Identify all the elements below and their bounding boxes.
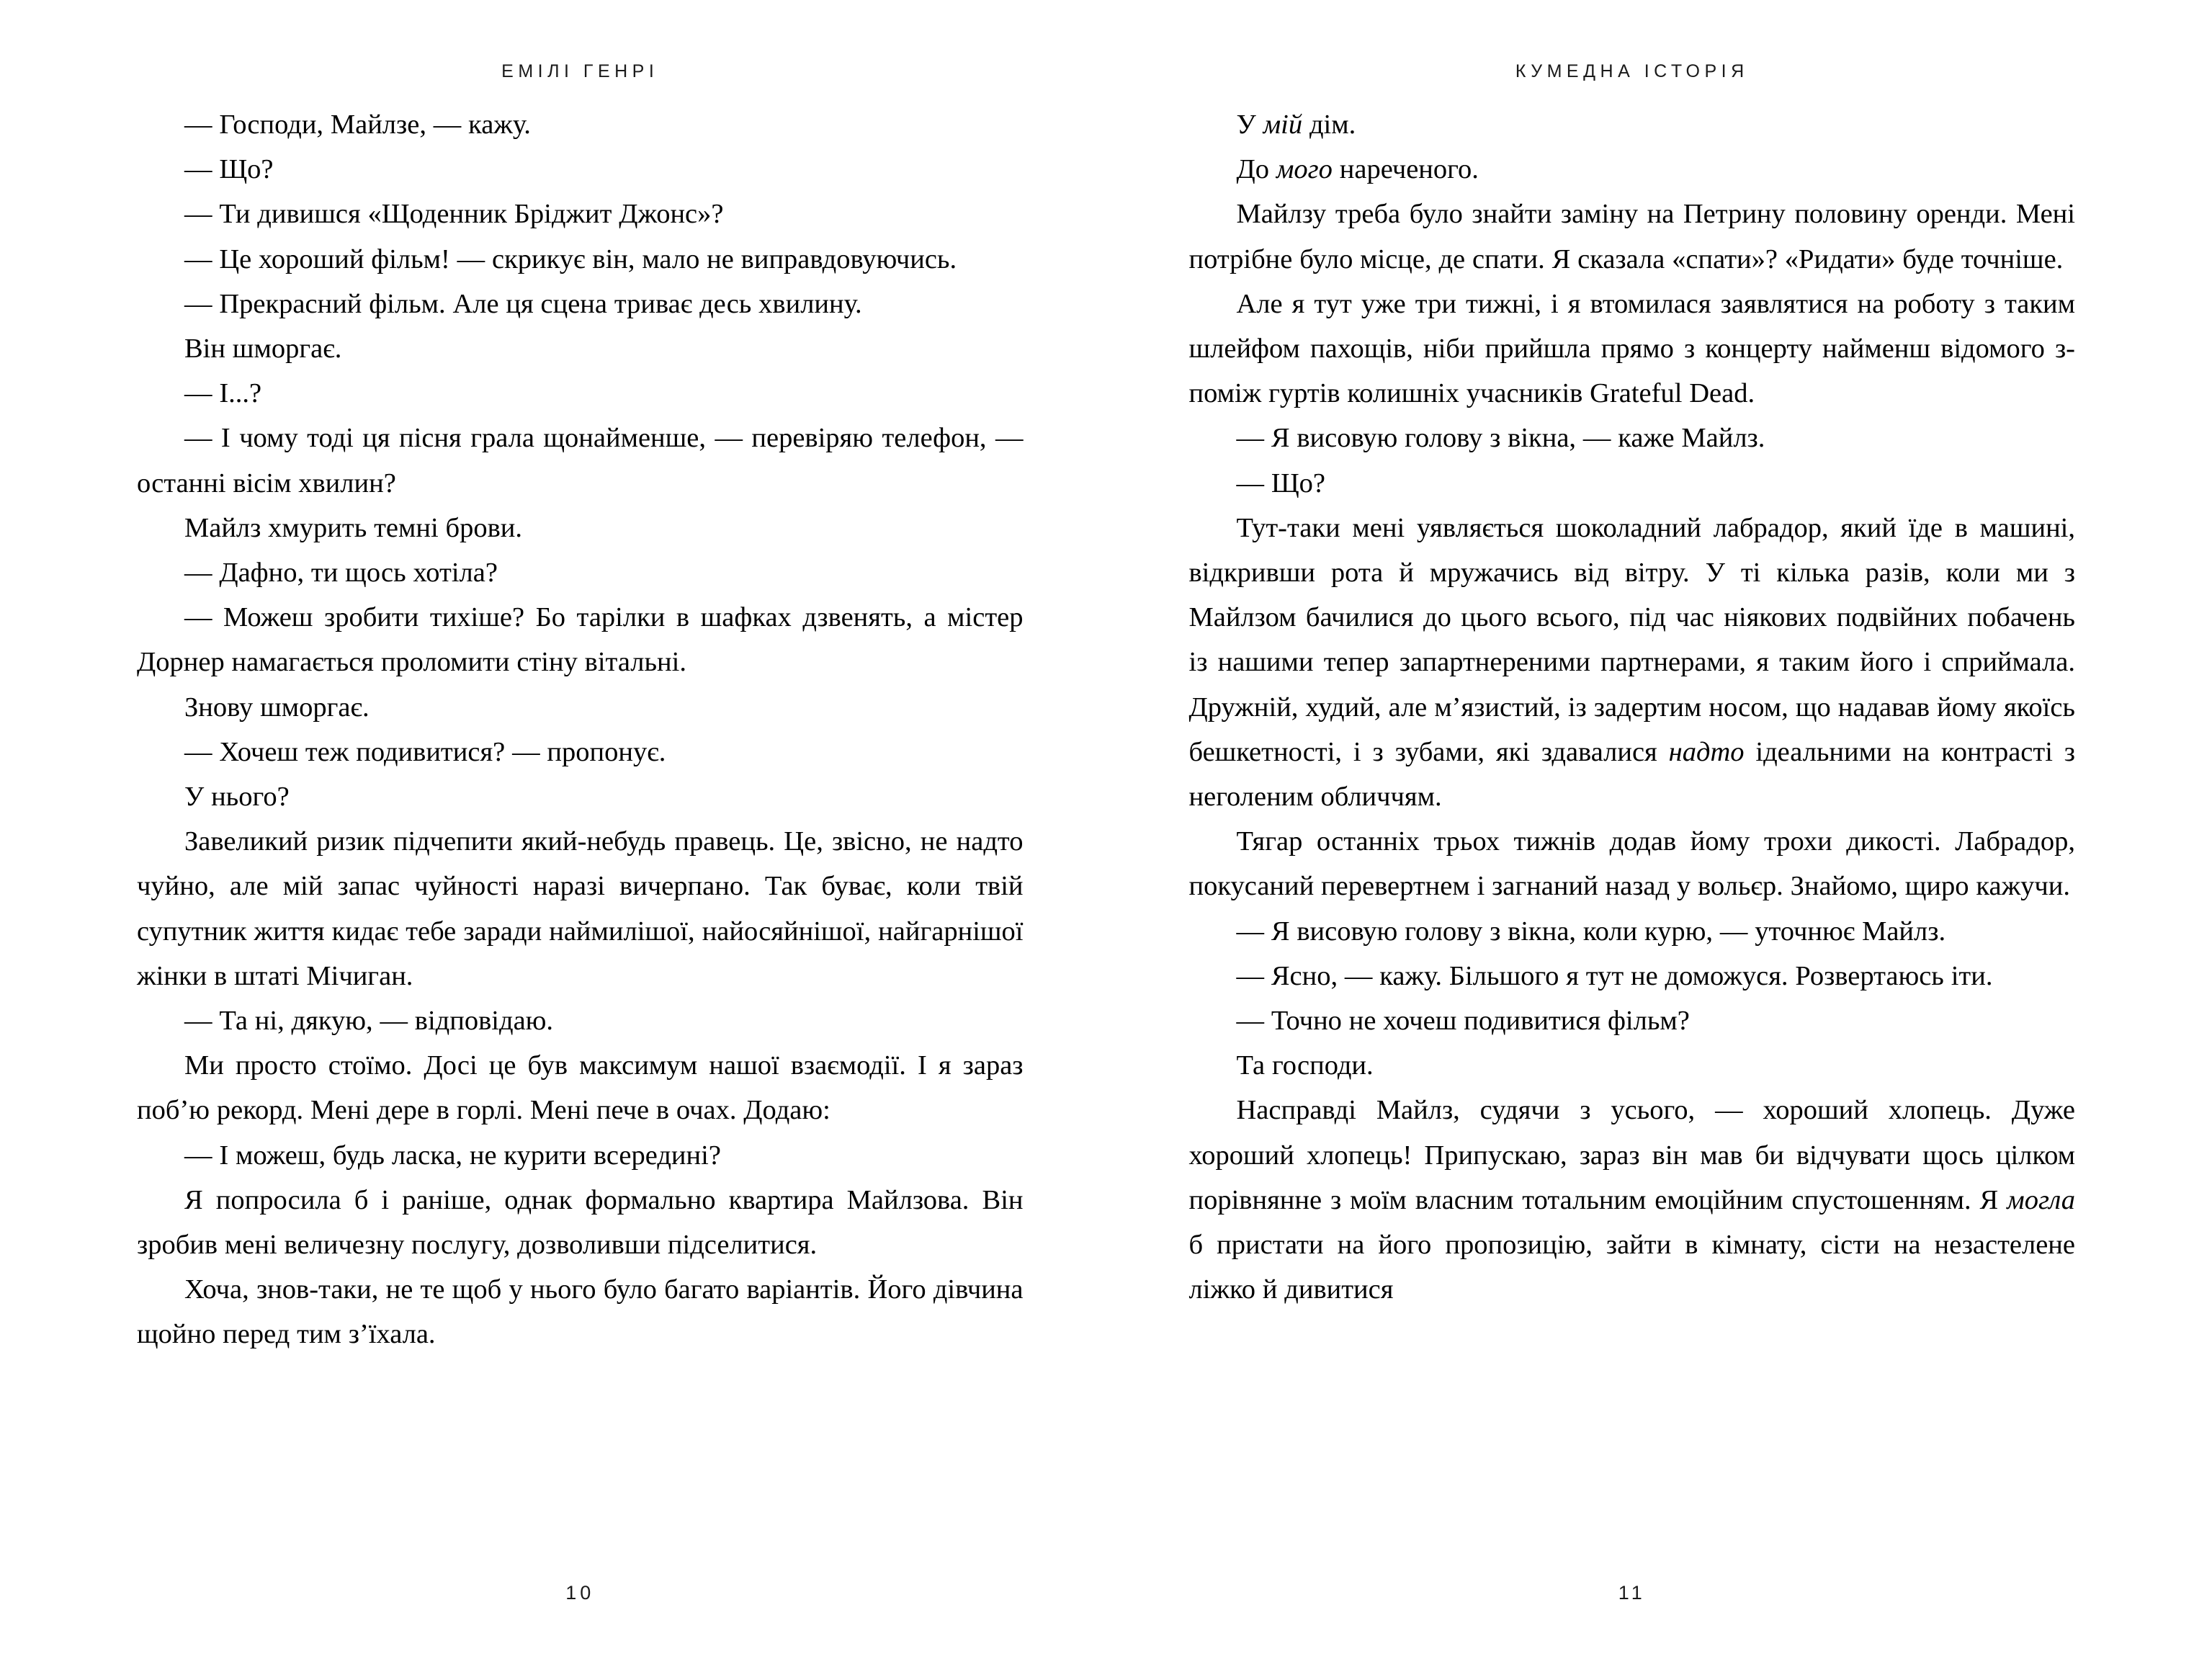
paragraph: — Що? bbox=[1236, 468, 1326, 498]
paragraph: Насправді Майлз, судячи з усього, — хороший хлопець. Дуже хороший хлопець! Припускаю, зараз він мав би відчувати щось цілком порівнянне з моїм власним тотальним емоційним спустошенням. Я могла б пристати на його пропозицію, зайти в кімнату, сісти на незастелене ліжко й дивитися bbox=[1188, 1095, 2075, 1305]
page-number: 10 bbox=[565, 1582, 595, 1604]
page-right bbox=[1106, 0, 2212, 1659]
paragraph: Завеликий ризик підчепити який-небудь правець. Це, звісно, не надто чуйно, але мій запас чуйності наразі вичерпано. Так буває, коли твій супутник життя кидає тебе заради наймилішої, найосяйнішої, найгарнішої жінки в штаті Мічиган. bbox=[137, 826, 1024, 991]
paragraph: — І...? bbox=[184, 378, 262, 409]
body-text-right bbox=[1189, 86, 2076, 1540]
paragraph: Він шморгає. bbox=[184, 334, 342, 365]
running-head-right bbox=[1189, 0, 2076, 86]
paragraph: — Що? bbox=[184, 154, 274, 185]
page-number: 11 bbox=[1618, 1582, 1646, 1604]
folio-right bbox=[1189, 1540, 2076, 1659]
paragraph: — Я висовую голову з вікна, коли курю, — уточнює Майлз. bbox=[1236, 916, 1946, 947]
paragraph: — І можеш, будь ласка, не курити всередині? bbox=[184, 1140, 721, 1171]
paragraph: Тут-таки мені уявляється шоколадний лабрадор, який їде в машині, відкривши рота й мружачись від вітру. У ті кілька разів, коли ми з Майлзом бачилися до цього всього, під час ніякових подвійних побачень із нашими тепер запартнереними партнерами, я таким його і сприймала. Дружній, худий, але м’язистий, із задертим носом, що надавав йому якоїсь бешкетності, і з зубами, які здавалися надто ідеальними на контрасті з неголеним обличчям. bbox=[1188, 512, 2075, 813]
paragraph: Майлзу треба було знайти заміну на Петрину половину оренди. Мені потрібне було місце, де спати. Я сказала «спати»? «Ридати» буде точніше. bbox=[1188, 199, 2075, 274]
paragraph: — Дафно, ти щось хотіла? bbox=[184, 558, 498, 589]
paragraph: До мого нареченого. bbox=[1236, 154, 1479, 185]
body-text-left bbox=[137, 86, 1024, 1540]
running-head-author: ЕМІЛІ ГЕНРІ bbox=[501, 61, 659, 81]
paragraph: Майлз хмурить темні брови. bbox=[184, 512, 522, 543]
paragraph: Але я тут уже три тижні, і я втомилася заявлятися на роботу з таким шлейфом пахощів, ніби прийшла прямо з концерту найменш відомого з-поміж гуртів колишніх учасників Grateful Dead. bbox=[1188, 288, 2075, 409]
paragraph: Знову шморгає. bbox=[184, 692, 370, 723]
paragraph: — Ти дивишся «Щоденник Бріджит Джонс»? bbox=[184, 199, 724, 230]
paragraph: — Господи, Майлзе, — кажу. bbox=[184, 109, 531, 140]
paragraph: — Хочеш теж подивитися? — пропонує. bbox=[184, 736, 666, 767]
running-head-left bbox=[137, 0, 1024, 86]
paragraph: Хоча, знов-таки, не те щоб у нього було багато варіантів. Його дівчина щойно перед тим з’їхала. bbox=[137, 1274, 1024, 1350]
paragraph: — Я висовую голову з вікна, — каже Майлз. bbox=[1236, 423, 1765, 454]
paragraph: — Ясно, — кажу. Більшого я тут не доможуся. Розвертаюсь іти. bbox=[1236, 960, 1993, 991]
paragraph: — Точно не хочеш подивитися фільм? bbox=[1236, 1006, 1690, 1037]
paragraph: Та господи. bbox=[1236, 1050, 1374, 1081]
running-head-title: КУМЕДНА ІСТОРІЯ bbox=[1515, 61, 1749, 81]
paragraph: У мій дім. bbox=[1236, 109, 1356, 140]
paragraph: — Можеш зробити тихіше? Бо тарілки в шафках дзвенять, а містер Дорнер намагається проломити стіну вітальні. bbox=[137, 602, 1024, 678]
paragraph: — І чому тоді ця пісня грала щонайменше, — перевіряю телефон, — останні вісім хвилин? bbox=[137, 423, 1024, 498]
paragraph: Я попросила б і раніше, однак формально квартира Майлзова. Він зробив мені величезну послугу, дозволивши підселитися. bbox=[137, 1184, 1024, 1261]
paragraph: У нього? bbox=[184, 782, 290, 813]
paragraph: Ми просто стоїмо. Досі це був максимум нашої взаємодії. І я зараз поб’ю рекорд. Мені дере в горлі. Мені пече в очах. Додаю: bbox=[137, 1050, 1024, 1126]
paragraph: — Це хороший фільм! — скрикує він, мало не виправдовуючись. bbox=[184, 243, 957, 274]
paragraph: — Прекрасний фільм. Але ця сцена триває десь хвилину. bbox=[184, 288, 862, 319]
folio-left bbox=[137, 1540, 1024, 1659]
paragraph: — Та ні, дякую, — відповідаю. bbox=[184, 1006, 554, 1037]
paragraph: Тягар останніх трьох тижнів додав йому трохи дикості. Лабрадор, покусаний перевертнем і загнаний назад у вольєр. Знайомо, щиро кажучи. bbox=[1188, 826, 2075, 902]
